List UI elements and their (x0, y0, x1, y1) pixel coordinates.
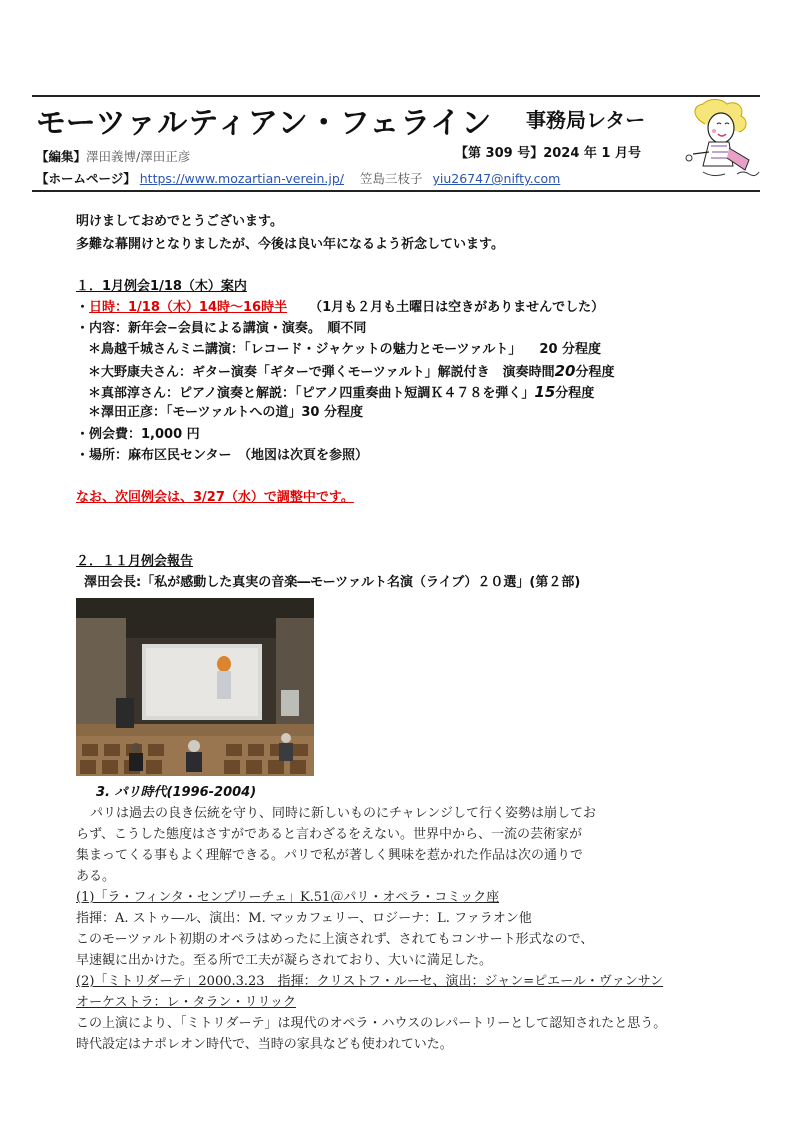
program-item-3 (88, 383, 594, 403)
program-item-2 (88, 362, 614, 382)
newsletter-subtitle: 事務局レター (526, 108, 646, 132)
meeting-date-note: （1月も２月も土曜日は空きがありませんでした） (309, 300, 605, 315)
work2-orchestra: オーケストラ：レ・タラン・リリック (76, 995, 296, 1010)
program-item-2-minutes: 20 (554, 362, 576, 380)
work2-text-line: この上演により、「ミトリダーテ」は現代のオペラ・ハウスのレパートリーとして認知されたと思う。 (76, 1016, 667, 1031)
contact-email-link[interactable]: yiu26747@nifty.com (432, 171, 561, 186)
header-bottom-rule (32, 190, 760, 192)
program-item-3-minutes: 15 (534, 383, 556, 401)
meeting-date: 日時：1/18（木）14時〜16時半 (89, 300, 288, 315)
program-item-3-unit: 分程度 (555, 386, 595, 401)
program-item-4: ＊澤田正彦：「モーツァルトへの道」30 分程度 (88, 405, 363, 420)
talk-title: 澤田会長:「私が感動した真実の音楽―モーツァルト名演（ライブ）２０選」(第２部) (84, 575, 581, 590)
issue-number: 【第 309 号】2024 年 1 月号 (455, 146, 641, 161)
homepage-label: 【ホームページ】 (36, 171, 136, 186)
lecture-photo (76, 598, 314, 776)
homepage-link[interactable]: https://www.mozartian-verein.jp/ (139, 171, 344, 186)
header-top-rule (32, 95, 760, 97)
greeting-line-2: 多難な幕開けとなりましたが、今後は良い年になるよう祈念しています。 (76, 237, 504, 252)
editors-row (36, 147, 190, 165)
next-meeting-notice: なお、次回例会は、3/27（水）で調整中です。 (76, 490, 354, 505)
date-bullet: ・ (76, 300, 90, 315)
homepage-row (36, 169, 560, 187)
meeting-place: ・場所：麻布区民センター （地図は次頁を参照） (76, 448, 368, 463)
program-item-1-title: ＊鳥越千城さんミニ講演：「レコード・ジャケットの魅力とモーツァルト」 (88, 342, 522, 357)
program-item-2-unit: 分程度 (575, 365, 615, 380)
program-item-1 (88, 341, 601, 359)
program-item-2-title: ＊大野康夫さん：ギター演奏「ギターで弾くモーツァルト」解説付き 演奏時間 (88, 365, 555, 380)
work2-title: (2)「ミトリダーテ」2000.3.23 指揮：クリストフ・ルーセ、演出：ジャン=ピエール・ヴァンサン (76, 974, 664, 989)
paris-era-heading: 3. パリ時代(1996-2004) (96, 785, 257, 800)
meeting-content: ・内容：新年会−会員による講演・演奏。 順不同 (76, 321, 367, 336)
greeting-line-1: 明けましておめでとうございます。 (76, 214, 283, 229)
newsletter-title: モーツァルティアン・フェライン (36, 106, 493, 141)
mozart-caricature-icon (683, 96, 763, 188)
work1-text-line: 早速観に出かけた。至る所で工夫が凝らされており、大いに満足した。 (76, 953, 493, 968)
section2-heading: ２．１１月例会報告 (76, 554, 194, 569)
meeting-date-row (76, 299, 604, 317)
paris-paragraph-line: パリは過去の良き伝統を守り、同時に新しいものにチャレンジして行く姿勢は崩してお (90, 806, 596, 821)
work1-cast: 指揮：A. ストゥ―ル、演出：M. マッカフェリー、ロジーナ：L. ファラオン他 (76, 911, 532, 926)
contact-name: 笠島三枝子 (359, 171, 423, 186)
work1-title: (1)「ラ・フィンタ・センプリーチェ」K.51＠パリ・オペラ・コミック座 (76, 890, 500, 905)
work2-text-line: 時代設定はナポレオン時代で、当時の家具なども使われていた。 (76, 1037, 453, 1052)
program-item-1-duration: 20 分程度 (539, 342, 602, 357)
paris-paragraph-line: ある。 (76, 869, 116, 884)
section1-heading: １．1月例会1/18（木）案内 (76, 279, 247, 294)
editors-label: 【編集】 (36, 149, 87, 164)
editors-names: 澤田義博/澤田正彦 (86, 149, 191, 164)
paris-paragraph-line: 集まってくる事もよく理解できる。パリで私が著しく興味を惹かれた作品は次の通りで (76, 848, 584, 863)
paris-paragraph-line: らず、こうした態度はさすがであると言わざるをえない。世界中から、一流の芸術家が (76, 827, 582, 842)
program-item-3-title: ＊真部淳さん：ピアノ演奏と解説：「ピアノ四重奏曲ト短調Ｋ４７８を弾く」 (88, 386, 535, 401)
work1-text-line: このモーツァルト初期のオペラはめったに上演されず、されてもコンサート形式なので、 (76, 932, 594, 947)
meeting-fee: ・例会費：1,000 円 (76, 427, 200, 442)
